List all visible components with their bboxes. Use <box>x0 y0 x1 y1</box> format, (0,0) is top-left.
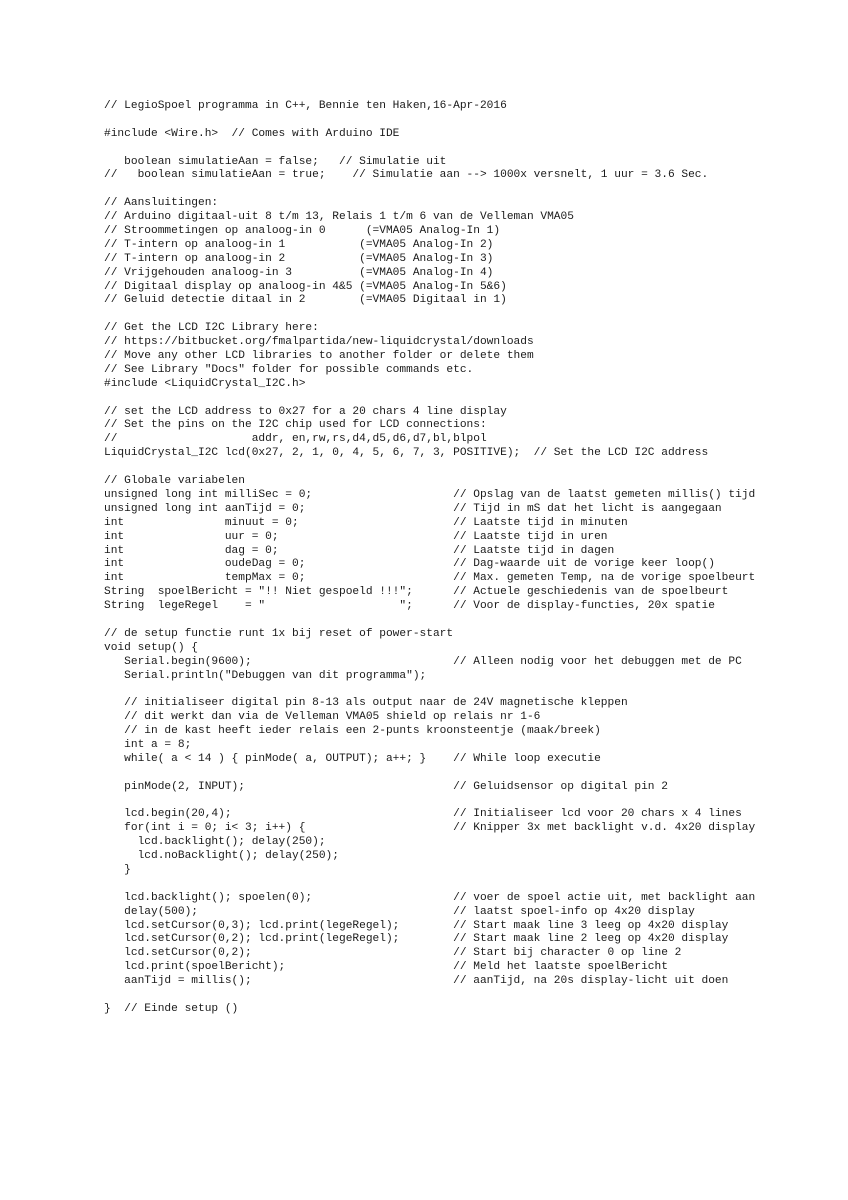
code-line <box>104 142 804 156</box>
code-line: for(int i = 0; i< 3; i++) { // Knipper 3x met backlight v.d. 4x20 display <box>104 822 756 835</box>
code-line: } // Einde setup () <box>104 1002 239 1015</box>
code-line: // Move any other LCD libraries to another folder or delete them <box>104 350 534 363</box>
code-line: #include <Wire.h> // Comes with Arduino IDE <box>104 127 400 140</box>
code-line: int uur = 0; // Laatste tijd in uren <box>104 530 608 543</box>
code-line: String legeRegel = " "; // Voor de display-functies, 20x spatie <box>104 600 715 613</box>
code-line: // See Library "Docs" folder for possible commands etc. <box>104 363 474 376</box>
code-line <box>104 392 804 406</box>
code-line: // T-intern op analoog-in 2 (=VMA05 Analog-In 3) <box>104 252 494 265</box>
code-line: // T-intern op analoog-in 1 (=VMA05 Analog-In 2) <box>104 238 494 251</box>
code-line: aanTijd = millis(); // aanTijd, na 20s display-licht uit doen <box>104 975 729 988</box>
code-line <box>104 183 804 197</box>
code-line: lcd.print(spoelBericht); // Meld het laatste spoelBericht <box>104 961 668 974</box>
code-line: String spoelBericht = "!! Niet gespoeld !!!"; // Actuele geschiedenis van de spoelbeurt <box>104 586 729 599</box>
code-line: lcd.begin(20,4); // Initialiseer lcd voor 20 chars x 4 lines <box>104 808 742 821</box>
code-line: lcd.setCursor(0,2); // Start bij character 0 op line 2 <box>104 947 682 960</box>
code-line: #include <LiquidCrystal_I2C.h> <box>104 377 306 390</box>
code-line: // dit werkt dan via de Velleman VMA05 shield op relais nr 1-6 <box>104 711 541 724</box>
code-line: // Stroommetingen op analoog-in 0 (=VMA05 Analog-In 1) <box>104 225 501 238</box>
code-line: lcd.setCursor(0,2); lcd.print(legeRegel); // Start maak line 2 leeg op 4x20 display <box>104 933 729 946</box>
code-line: // Arduino digitaal-uit 8 t/m 13, Relais 1 t/m 6 van de Velleman VMA05 <box>104 211 574 224</box>
code-line: lcd.noBacklight(); delay(250); <box>104 850 339 863</box>
code-line <box>104 767 804 781</box>
code-line <box>104 114 804 128</box>
code-line <box>104 795 804 809</box>
code-line: unsigned long int milliSec = 0; // Opslag van de laatst gemeten millis() tijd <box>104 488 756 501</box>
code-line <box>104 683 804 697</box>
code-line: int a = 8; <box>104 738 192 751</box>
code-line: // initialiseer digital pin 8-13 als output naar de 24V magnetische kleppen <box>104 697 628 710</box>
code-line: // Set the pins on the I2C chip used for LCD connections: <box>104 419 487 432</box>
code-line: // Globale variabelen <box>104 475 245 488</box>
code-line <box>104 989 804 1003</box>
code-listing <box>104 100 804 1017</box>
code-line: // in de kast heeft ieder relais een 2-punts kroonsteentje (maak/breek) <box>104 725 601 738</box>
code-line <box>104 878 804 892</box>
code-line: boolean simulatieAan = false; // Simulatie uit <box>104 155 447 168</box>
code-line: pinMode(2, INPUT); // Geluidsensor op digital pin 2 <box>104 780 668 793</box>
code-line: // de setup functie runt 1x bij reset of power-start <box>104 627 454 640</box>
code-line: } <box>104 863 131 876</box>
code-line: int tempMax = 0; // Max. gemeten Temp, na de vorige spoelbeurt <box>104 572 756 585</box>
code-line <box>104 308 804 322</box>
code-line: lcd.setCursor(0,3); lcd.print(legeRegel); // Start maak line 3 leeg op 4x20 display <box>104 919 729 932</box>
code-line: // addr, en,rw,rs,d4,d5,d6,d7,bl,blpol <box>104 433 487 446</box>
code-line: // Geluid detectie ditaal in 2 (=VMA05 Digitaal in 1) <box>104 294 507 307</box>
code-line: // Get the LCD I2C Library here: <box>104 322 319 335</box>
code-line: unsigned long int aanTijd = 0; // Tijd in mS dat het licht is aangegaan <box>104 502 722 515</box>
code-line: lcd.backlight(); delay(250); <box>104 836 326 849</box>
code-line: while( a < 14 ) { pinMode( a, OUTPUT); a++; } // While loop executie <box>104 752 601 765</box>
code-line: // Aansluitingen: <box>104 197 219 210</box>
code-line: // https://bitbucket.org/fmalpartida/new-liquidcrystal/downloads <box>104 336 534 349</box>
code-line: lcd.backlight(); spoelen(0); // voer de spoel actie uit, met backlight aan <box>104 891 756 904</box>
code-line: Serial.begin(9600); // Alleen nodig voor het debuggen met de PC <box>104 655 742 668</box>
code-line: void setup() { <box>104 641 198 654</box>
code-line: int dag = 0; // Laatste tijd in dagen <box>104 544 615 557</box>
code-line: // Vrijgehouden analoog-in 3 (=VMA05 Analog-In 4) <box>104 266 494 279</box>
code-line: // boolean simulatieAan = true; // Simulatie aan --> 1000x versnelt, 1 uur = 3.6 Sec. <box>104 169 709 182</box>
code-line <box>104 461 804 475</box>
code-line: Serial.println("Debuggen van dit programma"); <box>104 669 427 682</box>
code-line: delay(500); // laatst spoel-info op 4x20 display <box>104 905 695 918</box>
code-line <box>104 614 804 628</box>
code-line: int oudeDag = 0; // Dag-waarde uit de vorige keer loop() <box>104 558 715 571</box>
code-line: // set the LCD address to 0x27 for a 20 chars 4 line display <box>104 405 507 418</box>
code-line: int minuut = 0; // Laatste tijd in minuten <box>104 516 628 529</box>
code-line: LiquidCrystal_I2C lcd(0x27, 2, 1, 0, 4, 5, 6, 7, 3, POSITIVE); // Set the LCD I2C address <box>104 447 709 460</box>
code-line: // LegioSpoel programma in C++, Bennie ten Haken,16-Apr-2016 <box>104 100 507 112</box>
code-line: // Digitaal display op analoog-in 4&5 (=VMA05 Analog-In 5&6) <box>104 280 507 293</box>
